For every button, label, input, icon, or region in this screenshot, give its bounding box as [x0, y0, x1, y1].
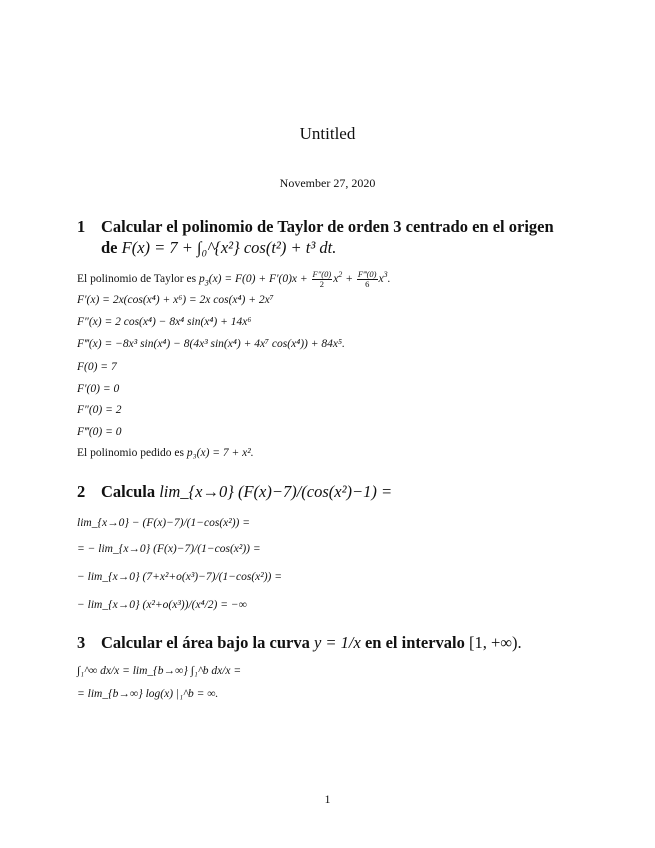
value-f2: F″(0) = 2	[77, 404, 122, 416]
limit-step-3: − lim_{x→0} (7+x²+o(x³)−7)/(1−cos(x²)) =	[77, 571, 283, 583]
document-title: Untitled	[299, 124, 356, 143]
integral-step-2: = lim_{b→∞} log(x) |₁^b = ∞.	[77, 688, 219, 700]
section-heading-math: y = 1/x	[313, 633, 361, 652]
page-number: 1	[324, 792, 331, 806]
section-heading-mid: en el intervalo	[364, 633, 465, 652]
section-number: 3	[77, 633, 86, 652]
section-heading-text: Calcular el polinomio de Taylor de orden 3 centrado en el origen	[101, 217, 554, 236]
second-derivative: F″(x) = 2 cos(x⁴) − 8x⁴ sin(x⁴) + 14x⁶	[77, 316, 252, 328]
value-f0: F(0) = 7	[77, 361, 117, 373]
limit-step-1: lim_{x→0} − (F(x)−7)/(1−cos(x²)) =	[77, 517, 251, 529]
value-f3: F‴(0) = 0	[77, 426, 122, 438]
taylor-result-line: El polinomio pedido es p₃(x) = 7 + x².	[77, 447, 254, 459]
first-derivative: F′(x) = 2x(cos(x⁴) + x⁶) = 2x cos(x⁴) + 2x⁷	[77, 294, 274, 306]
integral-step-1: ∫₁^∞ dx/x = lim_{b→∞} ∫₁^b dx/x =	[77, 665, 242, 677]
limit-step-2: = − lim_{x→0} (F(x)−7)/(1−cos(x²)) =	[77, 543, 261, 555]
section-heading-math: lim_{x→0} (F(x)−7)/(cos(x²)−1) =	[159, 482, 393, 501]
section-heading-text: Calcula	[101, 482, 156, 501]
section-number: 1	[77, 217, 86, 236]
section-heading-interval: [1, +∞).	[468, 633, 522, 652]
value-f1: F′(0) = 0	[77, 383, 120, 395]
section-number: 2	[77, 482, 86, 501]
taylor-intro-line: El polinomio de Taylor es $p_3(x) = F(0) + F'(0)x$ + $\frac{F''(0)}{2}$ $x^2$ + $\frac{F‴(0)}{6}$ $x^3$.	[77, 269, 391, 289]
section-heading-text: Calcular el área bajo la curva	[101, 633, 310, 652]
section-heading-prefix: de	[101, 238, 118, 257]
limit-step-4: − lim_{x→0} (x²+o(x³))/(x⁴/2) = −∞	[77, 599, 247, 611]
document-date: November 27, 2020	[279, 176, 376, 190]
third-derivative: F‴(x) = −8x³ sin(x⁴) − 8(4x³ sin(x⁴) + 4x⁷ cos(x⁴)) + 84x⁵.	[77, 338, 345, 350]
section-heading-math: F(x) = 7 + ∫₀^{x²} cos(t²) + t³ dt.	[121, 238, 337, 257]
